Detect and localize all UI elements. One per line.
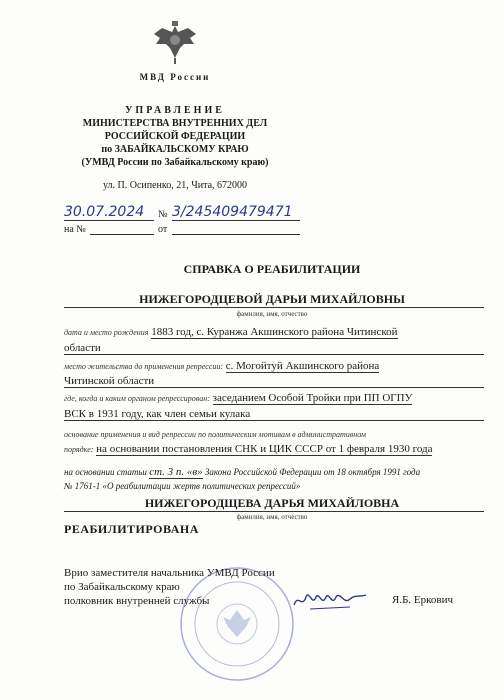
birth-row — [64, 326, 488, 338]
reference-date: 30.07.2024 — [64, 204, 154, 221]
person-name-dative: НИЖЕГОРОДЦЕВОЙ ДАРЬИ МИХАЙЛОВНЫ — [139, 292, 405, 306]
grounds-label-cont: порядке: — [64, 445, 94, 454]
authority-line-1: УПРАВЛЕНИЕ — [125, 105, 225, 116]
reference-na-blank — [90, 234, 154, 235]
residence-label: место жительства до применения репрессии: — [64, 362, 223, 371]
person-name-nominative-underline — [64, 511, 484, 512]
ministry-short: МВД России — [139, 72, 211, 82]
issuing-authority — [40, 104, 310, 169]
grounds-label: основание применения и вид репрессии по политическим мотивам в административном — [64, 430, 367, 439]
repressed-value: заседанием Особой Тройки при ПП ОГПУ — [212, 392, 413, 404]
repressed-row — [64, 392, 488, 404]
authority-line-4: по ЗАБАЙКАЛЬСКОМУ КРАЮ — [101, 144, 249, 155]
repressed-value-cont: ВСК в 1931 году, как член семьи кулака — [64, 408, 484, 421]
reference-na-label: на № — [64, 224, 86, 235]
authority-line-2: МИНИСТЕРСТВА ВНУТРЕННИХ ДЕЛ — [82, 118, 268, 129]
signatory-position-2: по Забайкальскому краю — [64, 581, 180, 593]
birth-value: 1883 год, с. Куранжа Акшинского района Читинской — [151, 326, 398, 338]
signatory-position-1: Врио заместителя начальника УМВД России — [64, 567, 275, 579]
authority-address: ул. П. Осипенко, 21, Чита, 672000 — [102, 180, 248, 191]
person-name-caption: фамилия, имя, отчество — [236, 310, 308, 318]
handwritten-signature-icon — [290, 585, 370, 615]
document-title: СПРАВКА О РЕАБИЛИТАЦИИ — [183, 262, 361, 276]
signatory-rank: полковник внутренней службы — [64, 595, 210, 607]
reference-number: 3/245409479471 — [172, 204, 300, 221]
mvd-emblem-icon — [150, 18, 200, 66]
reference-ot-blank — [172, 234, 300, 235]
law-name: Закона Российской Федерации от 18 октября 1991 года — [204, 467, 421, 477]
reference-ot-label: от — [158, 224, 168, 235]
grounds-value: на основании постановления СНК и ЦИК СССР от 1 февраля 1930 года — [96, 443, 433, 455]
rehabilitation-status: РЕАБИЛИТИРОВАНА — [64, 522, 199, 536]
signatory-block — [64, 566, 275, 608]
authority-line-5: (УМВД России по Забайкальскому краю) — [81, 157, 269, 168]
law-line-2: № 1761-1 «О реабилитации жертв политических репрессий» — [64, 481, 301, 491]
signatory-name: Я.Б. Еркович — [392, 594, 454, 606]
birth-value-cont: области — [64, 342, 484, 355]
law-line-1 — [64, 466, 488, 478]
person-name-underline — [64, 307, 484, 308]
authority-line-3: РОССИЙСКОЙ ФЕДЕРАЦИИ — [104, 131, 246, 142]
law-prefix: на основании статьи — [64, 467, 147, 477]
residence-value-cont: Читинской области — [64, 375, 484, 388]
person-name-nominative-caption: фамилия, имя, отчество — [236, 513, 308, 521]
birth-label: дата и место рождения — [64, 328, 149, 337]
grounds-row — [64, 443, 488, 455]
residence-row — [64, 360, 488, 372]
person-name-nominative: НИЖЕГОРОДЩЕВА ДАРЬЯ МИХАЙЛОВНА — [144, 496, 400, 510]
residence-value: с. Могойтуй Акшинского района — [225, 360, 380, 372]
law-article: ст. 3 п. «в» — [149, 466, 203, 478]
reference-no-symbol: № — [158, 209, 168, 220]
repressed-label: где, когда и каким органом репрессирован: — [64, 394, 210, 403]
